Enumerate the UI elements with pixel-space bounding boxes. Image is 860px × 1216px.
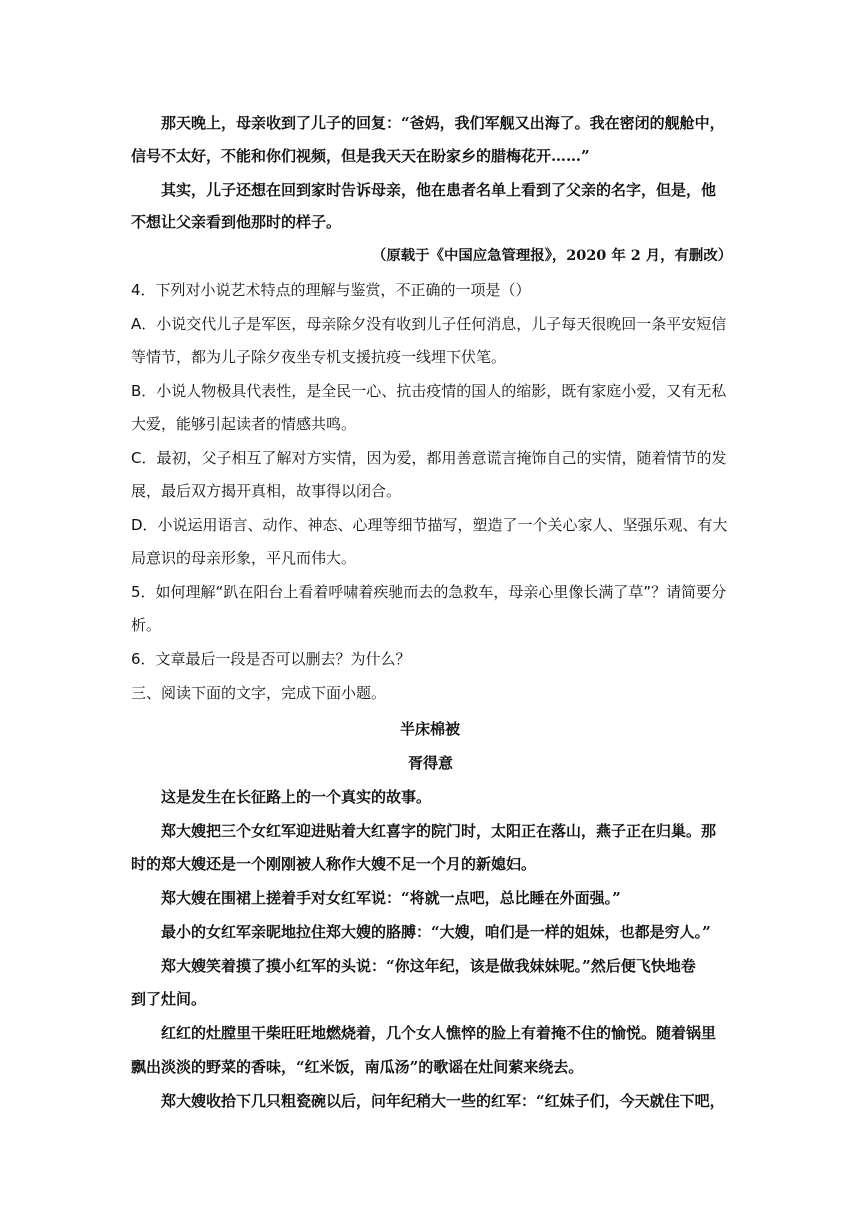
section-heading: 三、阅读下面的文字，完成下面小题。 bbox=[131, 684, 387, 702]
option-b: B．小说人物极具代表性，是全民一心、抗击疫情的国人的缩影，既有家庭小爱，又有无私 bbox=[131, 382, 727, 400]
passage-paragraph-line: 信号不太好，不能和你们视频，但是我天天在盼家乡的腊梅花开……” bbox=[131, 147, 590, 165]
passage-paragraph-line: 那天晚上，母亲收到了儿子的回复：“爸妈，我们军舰又出海了。我在密闭的舰舱中， bbox=[161, 114, 725, 132]
story-paragraph: 郑大嫂把三个女红军迎进贴着大红喜字的院门时，太阳正在落山，燕子正在归巢。那 bbox=[161, 822, 717, 840]
story-paragraph: 最小的女红军亲昵地拉住郑大嫂的胳膊：“大嫂，咱们是一样的姐妹，也都是穷人。” bbox=[161, 923, 711, 941]
story-paragraph-cont: 时的郑大嫂还是一个刚刚被人称作大嫂不足一个月的新媳妇。 bbox=[131, 855, 537, 873]
passage-paragraph-line: 不想让父亲看到他那时的样子。 bbox=[131, 213, 342, 231]
story-paragraph: 郑大嫂收拾下几只粗瓷碗以后，问年纪稍大一些的红军：“红妹子们，今天就住下吧， bbox=[161, 1092, 725, 1110]
story-paragraph-cont: 飘出淡淡的野菜的香味，“红米饭，南瓜汤”的歌谣在灶间萦来绕去。 bbox=[131, 1058, 584, 1076]
story-paragraph-cont: 到了灶间。 bbox=[131, 990, 207, 1008]
option-d-cont: 局意识的母亲形象，平凡而伟大。 bbox=[131, 549, 357, 567]
story-paragraph: 这是发生在长征路上的一个真实的故事。 bbox=[161, 788, 432, 806]
option-b-cont: 大爱，能够引起读者的情感共鸣。 bbox=[131, 415, 357, 433]
question-6: 6．文章最后一段是否可以删去？为什么？ bbox=[131, 650, 411, 668]
option-a: A．小说交代儿子是军医，母亲除夕没有收到儿子任何消息，儿子每天很晚回一条平安短信 bbox=[131, 315, 727, 333]
story-paragraph: 郑大嫂笑着摸了摸小红军的头说：“你这年纪，该是做我妹妹呢。”然后便飞快地卷 bbox=[161, 957, 696, 975]
story-paragraph: 红红的灶膛里干柴旺旺地燃烧着，几个女人憔悴的脸上有着掩不住的愉悦。随着锅里 bbox=[161, 1024, 717, 1042]
option-c: C．最初，父子相互了解对方实情，因为爱，都用善意谎言掩饰自己的实情，随着情节的发 bbox=[131, 449, 727, 467]
passage-paragraph-line: 其实，儿子还想在回到家时告诉母亲，他在患者名单上看到了父亲的名字，但是，他 bbox=[161, 181, 717, 199]
option-d: D．小说运用语言、动作、神态、心理等细节描写，塑造了一个关心家人、坚强乐观、有大 bbox=[131, 516, 728, 534]
question-5: 5．如何理解“趴在阳台上看着呼啸着疾驰而去的急救车，母亲心里像长满了草”？请简要分 bbox=[131, 583, 727, 601]
option-a-cont: 等情节，都为儿子除夕夜坐专机支援抗疫一线埋下伏笔。 bbox=[131, 348, 507, 366]
story-paragraph: 郑大嫂在围裙上搓着手对女红军说：“将就一点吧，总比睡在外面强。” bbox=[161, 889, 621, 907]
question-5-cont: 析。 bbox=[131, 616, 162, 634]
option-c-cont: 展，最后双方揭开真相，故事得以闭合。 bbox=[131, 482, 402, 500]
question-4: 4．下列对小说艺术特点的理解与鉴赏，不正确的一项是（） bbox=[131, 281, 531, 299]
story-author: 胥得意 bbox=[408, 754, 454, 772]
source-citation: （原载于《中国应急管理报》，2020 年 2 月，有删改） bbox=[372, 247, 733, 264]
story-title: 半床棉被 bbox=[400, 720, 461, 738]
